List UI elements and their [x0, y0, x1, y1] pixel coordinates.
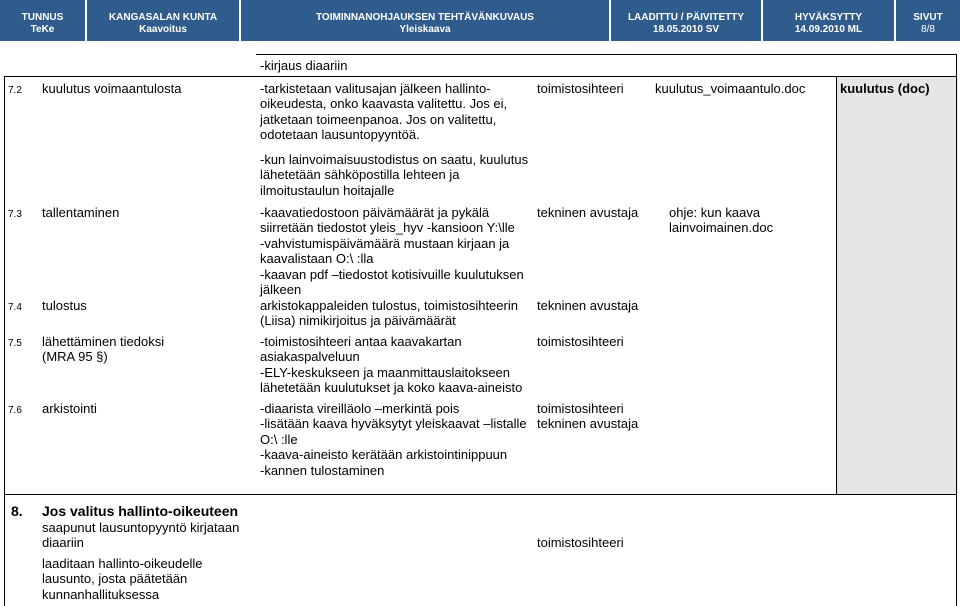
- text-line: lausunto, josta päätetään: [42, 571, 188, 587]
- text-line: O:\ :lle: [260, 431, 298, 447]
- link-column-shade: [836, 76, 958, 494]
- row-7-4-number: 7.4: [8, 302, 22, 313]
- row-8-task: [42, 520, 239, 551]
- header-updated-title: LAADITTU / PÄIVITETTY: [627, 12, 745, 23]
- row-7-3-document: [669, 205, 773, 236]
- row-7-3-task: tallentaminen: [42, 205, 120, 220]
- row-7-6-task: arkistointi: [42, 401, 97, 416]
- row-7-4-responsible: tekninen avustaja: [537, 298, 639, 313]
- row-7-3-responsible: tekninen avustaja: [537, 205, 639, 220]
- text-line: ohje: kun kaava: [669, 205, 761, 220]
- row-7-2-document: kuulutus_voimaantulo.doc: [655, 81, 806, 96]
- text-line: -lisätään kaava hyväksytyt yleiskaavat –listalle: [260, 416, 527, 432]
- row-7-2-link[interactable]: kuulutus (doc): [840, 81, 930, 96]
- row-7-5-description: [260, 334, 522, 396]
- row-7-2-description-2: [260, 152, 528, 198]
- text-line: lähettäminen tiedoksi: [42, 334, 165, 349]
- row-7-6-responsible: [537, 401, 638, 432]
- text-line: saapunut lausuntopyyntö kirjataan: [42, 520, 240, 535]
- text-line: kunnanhallituksessa: [42, 586, 160, 602]
- row-8-title: Jos valitus hallinto-oikeuteen: [42, 503, 239, 519]
- text-line: laaditaan hallinto-oikeudelle: [42, 556, 203, 571]
- row-7-6-description: [260, 401, 527, 478]
- header-approved-value: 14.09.2010 ML: [794, 24, 863, 35]
- text-line: diaariin: [42, 535, 84, 551]
- text-line: -vahvistumispäivämäärä mustaan kirjaan ja: [260, 235, 510, 251]
- text-line: tekninen avustaja: [537, 416, 639, 432]
- row-7-5-task: [42, 334, 164, 365]
- row-0-description: [260, 58, 347, 73]
- text-line: -kannen tulostaminen: [260, 462, 385, 478]
- text-line: -kaava-aineisto kerätään arkistointinippuun: [260, 447, 508, 463]
- header-tunnus-value: TeKe: [30, 24, 55, 35]
- header-pages-value: 8/8: [921, 24, 935, 35]
- text-line: -tarkistetaan valitusajan jälkeen hallinto-: [260, 81, 491, 96]
- text-line: kaavalistaan O:\ :lla: [260, 251, 374, 267]
- header-approved-title: HYVÄKSYTTY: [794, 12, 863, 23]
- text-line: (MRA 95 §): [42, 349, 108, 365]
- text-line: oikeudesta, onko kaavasta valitettu. Jos ei,: [260, 96, 508, 112]
- header-organization-title: KANGASALAN KUNTA: [108, 12, 218, 23]
- header-updated: [611, 0, 763, 41]
- header-organization-value: Kaavoitus: [139, 24, 187, 35]
- row-7-2-responsible: toimistosihteeri: [537, 81, 624, 96]
- row-divider: [256, 54, 957, 55]
- header-pages-title: SIVUT: [913, 12, 943, 23]
- text-line: -kirjaus diaariin: [260, 58, 348, 73]
- header-document-title: TOIMINNANOHJAUKSEN TEHTÄVÄNKUVAUS: [316, 12, 534, 23]
- header-tunnus: [0, 0, 87, 41]
- column-divider: [836, 76, 837, 494]
- row-divider: [4, 494, 957, 495]
- row-7-3-number: 7.3: [8, 209, 22, 220]
- text-line: -toimistosihteeri antaa kaavakartan: [260, 334, 462, 349]
- row-7-2-description: [260, 81, 507, 143]
- table-right-border: [956, 54, 957, 606]
- header-document-value: Yleiskaava: [399, 24, 451, 35]
- text-line: (Liisa) nimikirjoitus ja päivämäärät: [260, 313, 456, 329]
- text-line: -diaarista vireilläolo –merkintä pois: [260, 401, 460, 416]
- text-line: jälkeen: [260, 282, 302, 298]
- row-7-2-task: kuulutus voimaantulosta: [42, 81, 182, 96]
- row-7-5-number: 7.5: [8, 338, 22, 349]
- row-8-number: 8.: [11, 503, 23, 519]
- header-tunnus-title: TUNNUS: [21, 12, 64, 23]
- row-7-4-task: tulostus: [42, 298, 87, 313]
- header-approved: [763, 0, 896, 41]
- text-line: -ELY-keskukseen ja maanmittauslaitokseen: [260, 364, 511, 380]
- row-7-3-description: [260, 205, 524, 297]
- text-line: odotetaan lausuntopyyntöä.: [260, 127, 420, 143]
- row-7-4-description: [260, 298, 518, 329]
- text-line: -kaavatiedostoon päivämäärät ja pykälä: [260, 205, 490, 220]
- text-line: -kaavan pdf –tiedostot kotisivuille kuulutuksen: [260, 266, 524, 282]
- text-line: ilmoitustaulun hoitajalle: [260, 182, 395, 198]
- header-pages: [896, 0, 960, 41]
- row-7-6-number: 7.6: [8, 405, 22, 416]
- text-line: toimistosihteeri: [537, 401, 624, 416]
- text-line: lainvoimainen.doc: [669, 220, 774, 236]
- text-line: jatketaan toimeenpanoa. Jos on valitettu,: [260, 111, 497, 127]
- text-line: siirretään tiedostot yleis_hyv -kansioon Y:\lle: [260, 220, 515, 236]
- text-line: -kun lainvoimaisuustodistus on saatu, kuulutus: [260, 152, 529, 167]
- row-divider: [4, 76, 957, 77]
- table-left-border: [4, 76, 5, 606]
- header-updated-value: 18.05.2010 SV: [652, 24, 720, 35]
- row-7-2-number: 7.2: [8, 85, 22, 96]
- row-8-task-2: [42, 556, 202, 602]
- text-line: lähetetään kuulutukset ja koko kaava-aineisto: [260, 380, 523, 396]
- row-8-responsible: toimistosihteeri: [537, 535, 624, 550]
- text-line: arkistokappaleiden tulostus, toimistosihteerin: [260, 298, 518, 313]
- text-line: lähetetään sähköpostilla lehteen ja: [260, 167, 460, 183]
- text-line: asiakaspalveluun: [260, 349, 360, 365]
- row-7-5-responsible: toimistosihteeri: [537, 334, 624, 349]
- header-organization: [87, 0, 241, 41]
- header-document: [241, 0, 611, 41]
